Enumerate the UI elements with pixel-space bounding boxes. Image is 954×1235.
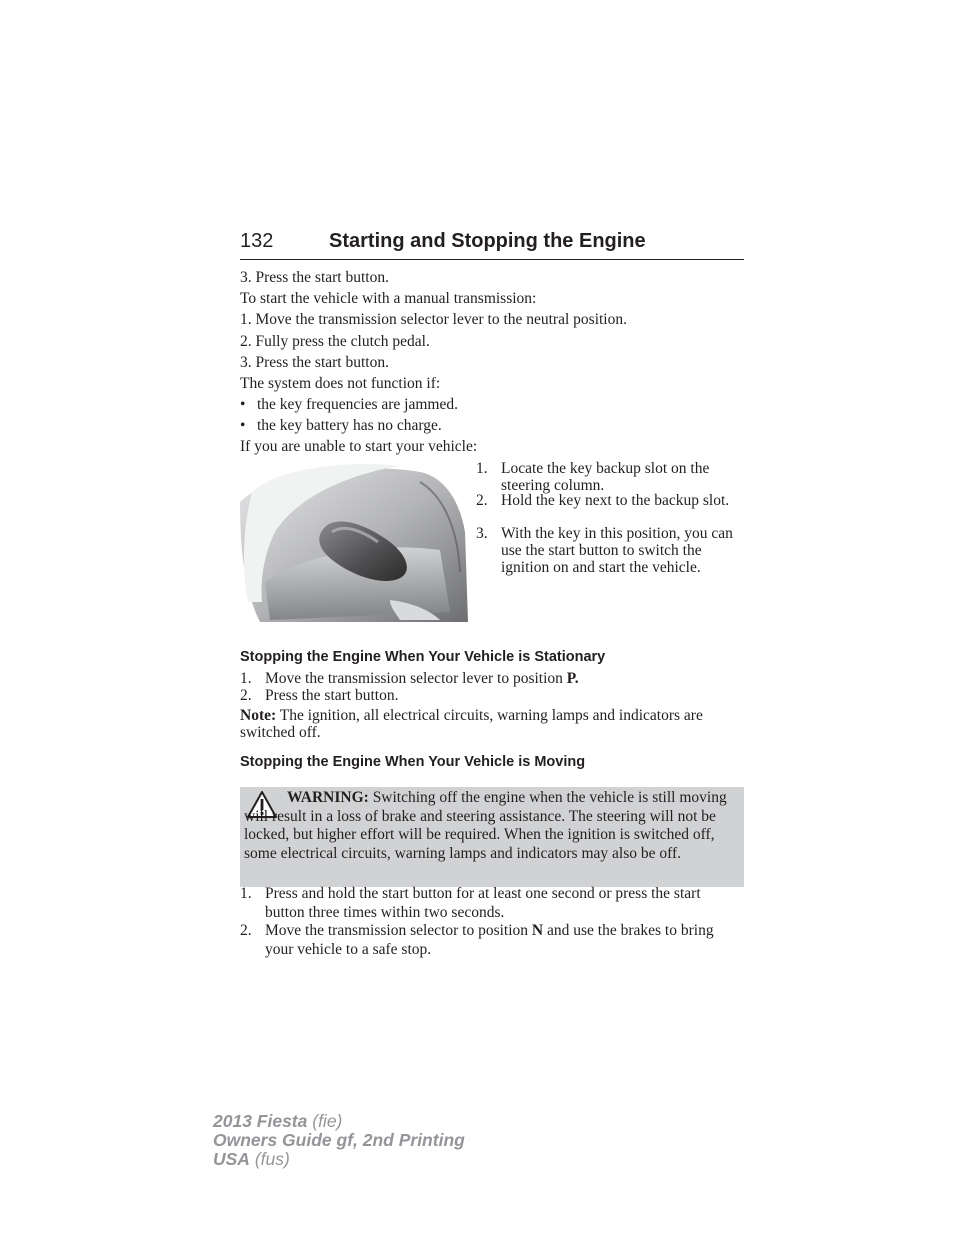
intro-line: 3. Press the start button. — [240, 269, 389, 286]
step-number: 1. — [240, 670, 252, 687]
footer-code: (fus) — [249, 1149, 290, 1169]
step-number: 1. — [240, 885, 252, 902]
list-item — [240, 922, 740, 959]
warning-label: WARNING: — [287, 789, 369, 806]
page-number: 132 — [240, 230, 274, 252]
intro-line: 2. Fully press the clutch pedal. — [240, 333, 430, 350]
stationary-steps — [240, 670, 740, 704]
list-item — [476, 460, 746, 492]
page-header — [240, 228, 744, 260]
intro-line: To start the vehicle with a manual transmission: — [240, 290, 537, 307]
unable-line: If you are unable to start your vehicle: — [240, 438, 478, 455]
footer-code: (fie) — [307, 1111, 343, 1131]
list-item — [476, 492, 746, 525]
step-text: Move the transmission selector lever to position — [265, 670, 567, 687]
intro-line: 1. Move the transmission selector lever to the neutral position. — [240, 311, 627, 328]
footer-line — [213, 1131, 465, 1150]
section-heading-stationary: Stopping the Engine When Your Vehicle is Stationary — [240, 649, 606, 665]
page-footer — [213, 1112, 465, 1169]
bullet-dot: • — [240, 396, 246, 413]
moving-steps — [240, 885, 740, 959]
note-paragraph — [240, 707, 740, 741]
note-label: Note: — [240, 707, 277, 724]
step-text: With the key in this position, you can use the start button to switch the ignition on and start the vehicle. — [501, 525, 733, 576]
list-item — [240, 687, 740, 704]
step-number: 3. — [476, 525, 488, 542]
footer-market: USA — [213, 1149, 250, 1169]
step-number: 2. — [240, 687, 252, 704]
position-label: P. — [566, 670, 579, 687]
step-text: Move the transmission selector to position — [265, 922, 532, 940]
step-text: Press and hold the start button for at least one second or press the start button three times within two seconds. — [265, 885, 701, 921]
footer-line — [213, 1150, 465, 1169]
list-item — [240, 885, 740, 922]
step-text: Locate the key backup slot on the steering column. — [501, 460, 710, 494]
warning-text — [244, 789, 738, 863]
bullet-text: the key frequencies are jammed. — [257, 396, 458, 413]
note-text: The ignition, all electrical circuits, warning lamps and indicators are switched off. — [240, 707, 703, 741]
step-number: 2. — [240, 922, 252, 940]
chapter-title: Starting and Stopping the Engine — [329, 230, 646, 252]
step-text: and use the brakes to bring your vehicle to a safe stop. — [265, 922, 714, 958]
footer-guide: Owners Guide gf, 2nd Printing — [213, 1130, 465, 1150]
intro-line: The system does not function if: — [240, 375, 441, 392]
intro-line: 3. Press the start button. — [240, 354, 389, 371]
step-text: Hold the key next to the backup slot. — [501, 492, 730, 509]
position-label: N — [531, 922, 544, 940]
list-item — [240, 670, 740, 687]
step-number: 1. — [476, 460, 488, 477]
list-item — [476, 525, 746, 576]
warning-body: Switching off the engine when the vehicle is still moving will result in a loss of brake and steering assistance. The steering will not be locked, but higher effort will be required. When the ignition is switched off, some electrical circuits, warning lamps and indicators may also be off. — [244, 789, 727, 862]
warning-box — [240, 787, 744, 887]
backup-steps — [476, 460, 746, 576]
footer-line — [213, 1112, 465, 1131]
footer-model: 2013 Fiesta — [213, 1111, 308, 1131]
step-number: 2. — [476, 492, 488, 509]
key-backup-slot-illustration — [240, 462, 468, 622]
step-text: Press the start button. — [265, 687, 399, 704]
bullet-dot: • — [240, 417, 246, 434]
bullet-text: the key battery has no charge. — [257, 417, 442, 434]
section-heading-moving: Stopping the Engine When Your Vehicle is Moving — [240, 754, 586, 770]
